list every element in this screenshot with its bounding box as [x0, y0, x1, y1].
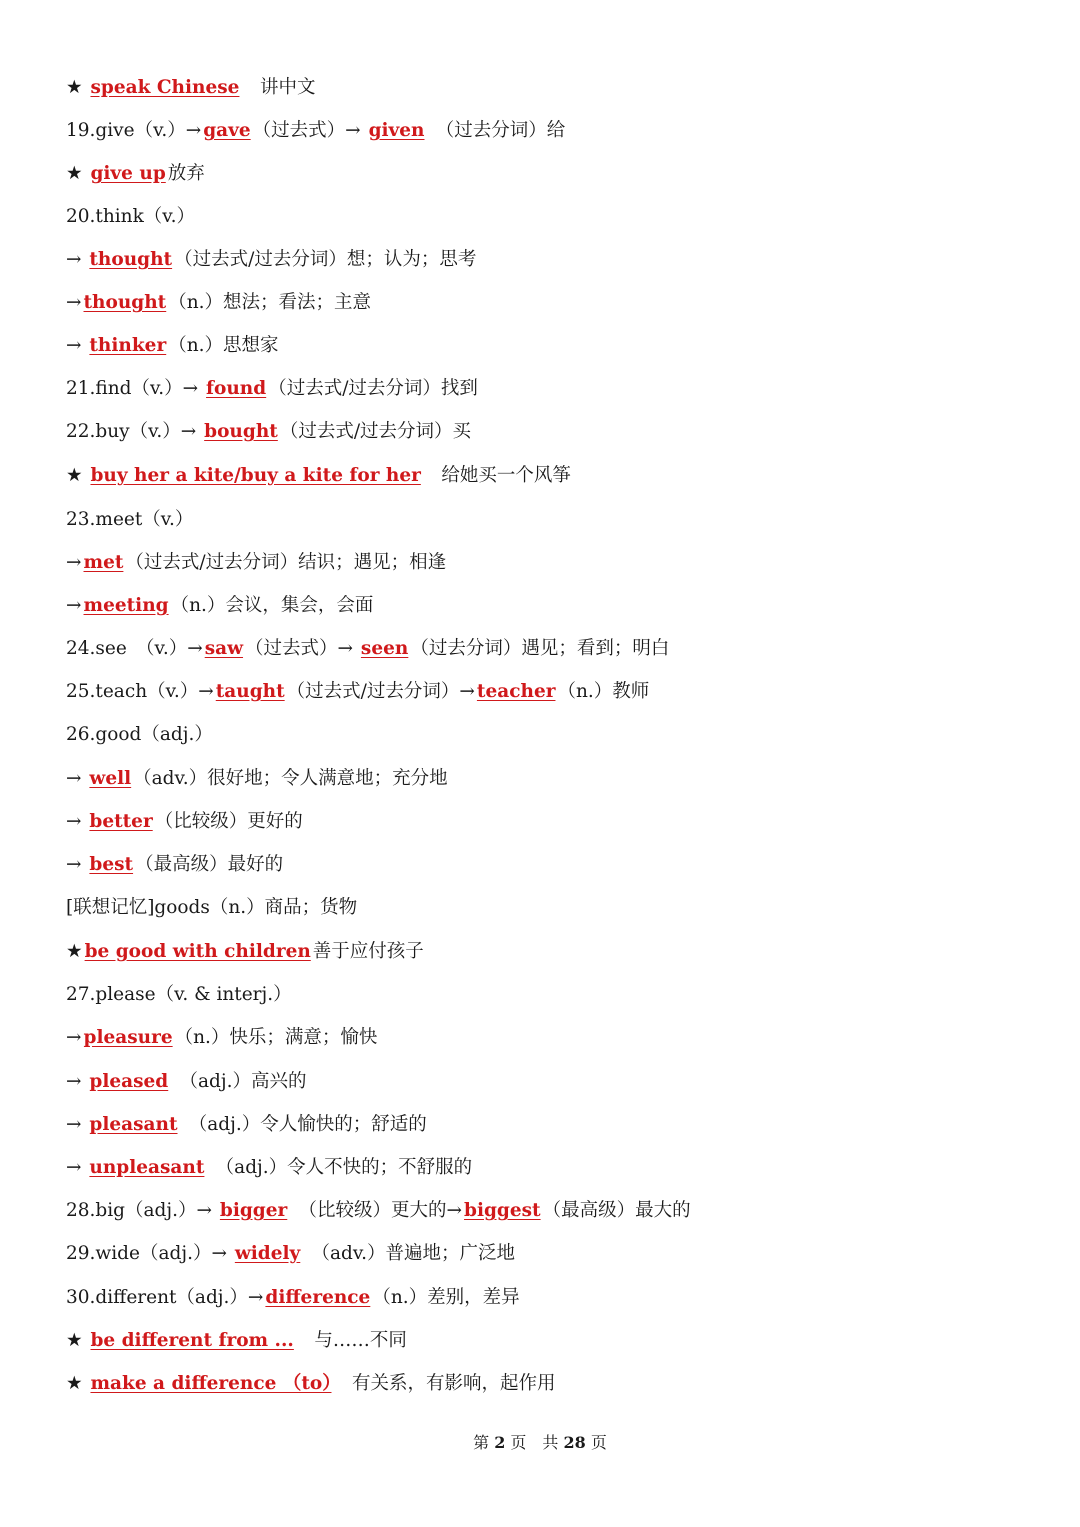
- line-text: →: [66, 1114, 88, 1135]
- footer-suffix: 页: [590, 1433, 607, 1452]
- line-text: →: [66, 854, 88, 875]
- answer-text: seen: [360, 638, 409, 659]
- vocab-line: [66, 245, 476, 275]
- line-text: （adj.）令人不快的；不舒服的: [206, 1157, 473, 1178]
- vocab-line: [66, 893, 357, 923]
- line-text: 有关系，有影响，起作用: [333, 1373, 556, 1394]
- line-text: （过去分词）给: [426, 120, 566, 141]
- line-text: ★: [66, 1330, 89, 1351]
- line-text: 30.different（adj.）→: [66, 1287, 264, 1308]
- line-text: （adv.）很好地；令人满意地；充分地: [133, 768, 448, 789]
- line-text: （比较级）更好的: [154, 811, 303, 832]
- vocab-line: [66, 980, 292, 1010]
- line-text: ★: [66, 465, 89, 486]
- answer-text: give up: [90, 163, 166, 184]
- answer-text: teacher: [476, 681, 556, 702]
- vocab-line: [66, 807, 303, 837]
- line-text: →: [66, 1027, 82, 1048]
- line-text: →: [66, 249, 88, 270]
- line-text: （adv.）普遍地；广泛地: [302, 1243, 516, 1264]
- answer-text: unpleasant: [89, 1157, 205, 1178]
- line-text: （n.）快乐；满意；愉快: [174, 1027, 378, 1048]
- line-text: （过去式/过去分词）想；认为；思考: [174, 249, 477, 270]
- line-text: →: [66, 768, 88, 789]
- line-text: →: [66, 292, 82, 313]
- answer-text: taught: [215, 681, 285, 702]
- answer-text: saw: [204, 638, 244, 659]
- line-text: 23.meet（v.）: [66, 509, 194, 530]
- line-text: [联想记忆]goods（n.）商品；货物: [66, 897, 358, 918]
- line-text: 善于应付孩子: [312, 941, 424, 962]
- answer-text: buy her a kite/buy a kite for her: [90, 465, 421, 486]
- line-text: ★: [66, 163, 89, 184]
- vocab-line: [66, 1369, 556, 1399]
- line-text: 22.buy（v.）→: [66, 421, 203, 442]
- answer-text: pleasant: [89, 1114, 178, 1135]
- line-text: 29.wide（adj.）→: [66, 1243, 233, 1264]
- vocab-line: [66, 850, 283, 880]
- answer-text: gave: [203, 120, 251, 141]
- line-text: 25.teach（v.）→: [66, 681, 214, 702]
- answer-text: be different from ...: [90, 1330, 294, 1351]
- footer-prefix: 第: [473, 1433, 490, 1452]
- line-text: 19.give（v.）→: [66, 120, 202, 141]
- answer-text: best: [89, 854, 134, 875]
- footer-middle: 页 共: [510, 1433, 559, 1452]
- line-text: （n.）教师: [557, 681, 650, 702]
- answer-text: given: [368, 120, 425, 141]
- line-text: （过去式/过去分词）结识；遇见；相逢: [125, 552, 447, 573]
- line-text: →: [66, 1071, 88, 1092]
- line-text: →: [66, 1157, 88, 1178]
- line-text: （过去分词）遇见；看到；明白: [410, 638, 670, 659]
- answer-text: better: [89, 811, 153, 832]
- line-text: （n.）会议，集会，会面: [170, 595, 374, 616]
- vocab-line: [66, 73, 315, 103]
- answer-text: pleasure: [83, 1027, 173, 1048]
- vocab-line: [66, 417, 471, 447]
- vocab-line: [66, 634, 669, 664]
- line-text: 27.please（v. & interj.）: [66, 984, 292, 1005]
- vocab-line: [66, 116, 565, 146]
- line-text: 讲中文: [241, 77, 316, 98]
- vocab-line: [66, 505, 193, 535]
- line-text: →: [66, 552, 82, 573]
- answer-text: bought: [204, 421, 278, 442]
- answer-text: difference: [265, 1287, 371, 1308]
- line-text: 24.see （v.）→: [66, 638, 203, 659]
- line-text: →: [66, 595, 82, 616]
- line-text: 28.big（adj.）→: [66, 1200, 218, 1221]
- line-text: （过去式/过去分词）找到: [268, 378, 478, 399]
- line-text: 26.good（adj.）: [66, 724, 213, 745]
- vocab-line: [66, 764, 448, 794]
- answer-text: pleased: [89, 1071, 169, 1092]
- line-text: （过去式/过去分词）→: [286, 681, 475, 702]
- answer-text: biggest: [464, 1200, 541, 1221]
- vocab-line: [66, 331, 279, 361]
- vocab-line: [66, 591, 373, 621]
- line-text: （最高级）最大的: [542, 1200, 691, 1221]
- answer-text: thought: [83, 292, 167, 313]
- line-text: （过去式/过去分词）买: [279, 421, 472, 442]
- line-text: →: [66, 811, 88, 832]
- line-text: （过去式）→: [245, 638, 359, 659]
- line-text: 与……不同: [295, 1330, 407, 1351]
- line-text: 20.think（v.）: [66, 206, 195, 227]
- answer-text: widely: [234, 1243, 301, 1264]
- vocab-line: [66, 1023, 377, 1053]
- answer-text: make a difference （to）: [90, 1373, 332, 1394]
- vocab-line: [66, 1110, 427, 1140]
- vocab-line: [66, 1326, 407, 1356]
- answer-text: be good with children: [84, 941, 311, 962]
- answer-text: thinker: [89, 335, 167, 356]
- vocab-line: [66, 1153, 472, 1183]
- line-text: （adj.）高兴的: [170, 1071, 307, 1092]
- line-text: （n.）思想家: [168, 335, 279, 356]
- line-text: 给她买一个风筝: [422, 465, 571, 486]
- answer-text: speak Chinese: [90, 77, 240, 98]
- vocab-line: [66, 1067, 306, 1097]
- vocab-line: [66, 374, 478, 404]
- vocab-line: [66, 288, 371, 318]
- vocab-line: [66, 548, 446, 578]
- line-text: ★: [66, 1373, 89, 1394]
- current-page-number: 2: [494, 1433, 506, 1452]
- line-text: （比较级）更大的→: [289, 1200, 463, 1221]
- vocab-line: [66, 202, 195, 232]
- line-text: 放弃: [167, 163, 205, 184]
- answer-text: found: [206, 378, 267, 399]
- vocab-line: [66, 720, 213, 750]
- line-text: （adj.）令人愉快的；舒适的: [179, 1114, 427, 1135]
- vocab-line: [66, 1196, 691, 1226]
- vocab-line: [66, 1283, 520, 1313]
- answer-text: thought: [89, 249, 173, 270]
- answer-text: met: [83, 552, 124, 573]
- answer-text: bigger: [219, 1200, 288, 1221]
- line-text: （最高级）最好的: [135, 854, 284, 875]
- line-text: （过去式）→: [252, 120, 367, 141]
- line-text: 21.find（v.）→: [66, 378, 205, 399]
- vocab-line: [66, 937, 424, 967]
- line-text: （n.）差别，差异: [372, 1287, 520, 1308]
- vocab-line: [66, 1239, 515, 1269]
- vocab-line: [66, 677, 649, 707]
- line-text: ★: [66, 77, 89, 98]
- vocab-line: [66, 461, 571, 491]
- total-page-count: 28: [563, 1433, 586, 1452]
- line-text: →: [66, 335, 88, 356]
- answer-text: well: [89, 768, 132, 789]
- answer-text: meeting: [83, 595, 169, 616]
- page-footer: [0, 1430, 1080, 1456]
- line-text: ★: [66, 941, 83, 962]
- vocab-line: [66, 159, 205, 189]
- line-text: （n.）想法；看法；主意: [168, 292, 372, 313]
